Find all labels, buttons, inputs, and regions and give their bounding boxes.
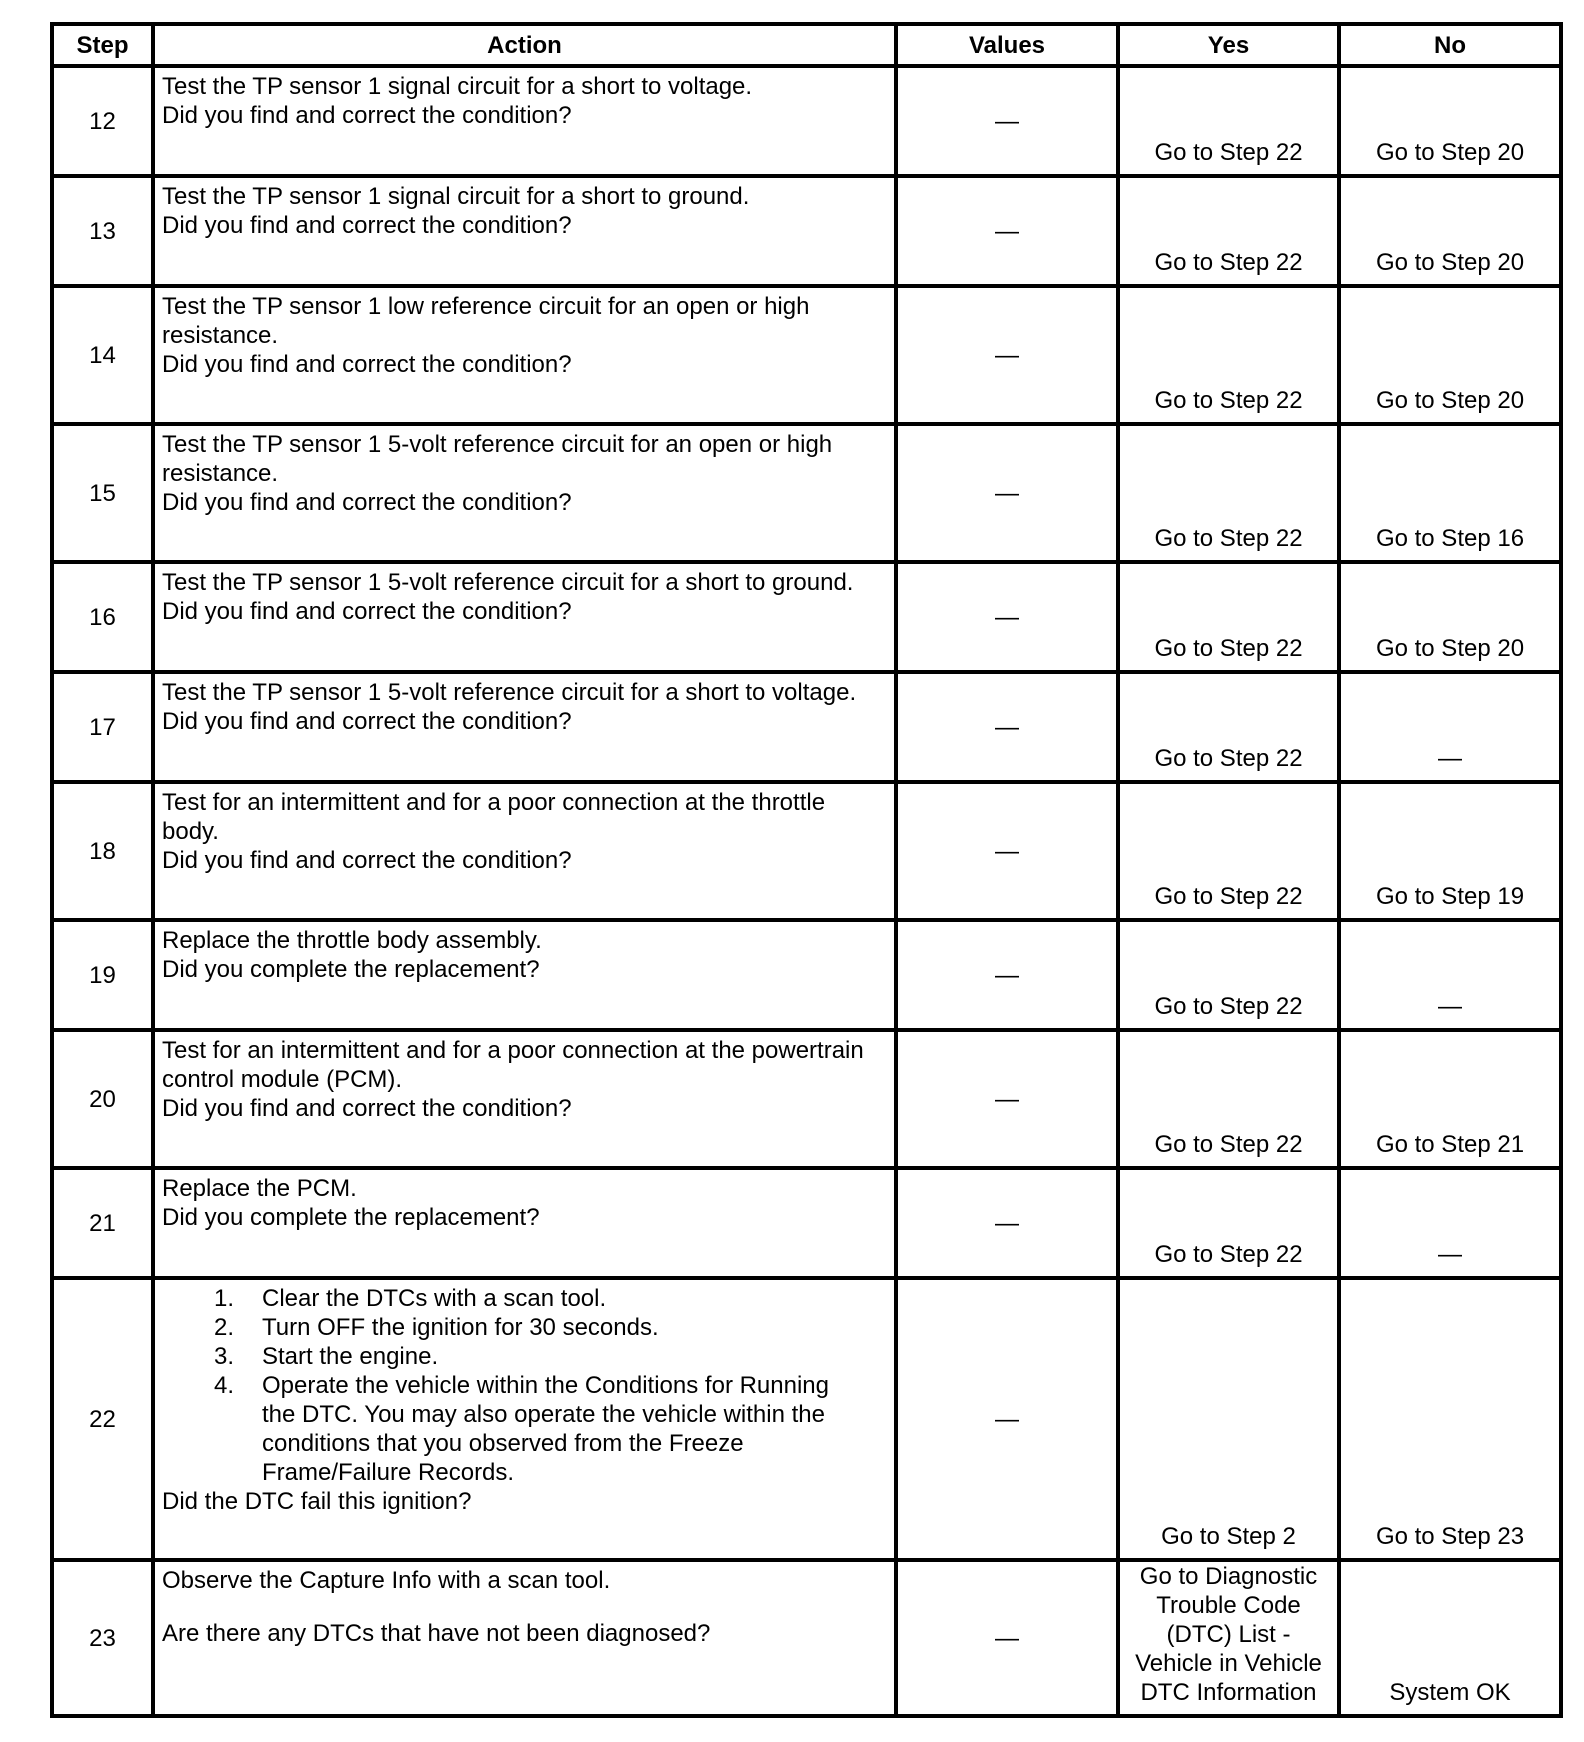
step-number: 14 — [52, 286, 153, 424]
diagnostic-table — [50, 22, 1563, 1718]
yes-cell: Go to Step 22 — [1118, 920, 1339, 1030]
yes-cell: Go to Step 22 — [1118, 672, 1339, 782]
no-cell: — — [1339, 920, 1561, 1030]
header-values: Values — [896, 24, 1118, 66]
table-row — [52, 1560, 1561, 1716]
no-cell: Go to Step 20 — [1339, 562, 1561, 672]
header-row — [52, 24, 1561, 66]
action-cell — [153, 1030, 896, 1168]
values-cell: — — [896, 920, 1118, 1030]
action-cell — [153, 562, 896, 672]
action-question: Did you find and correct the condition? — [162, 102, 572, 129]
substep-text: Turn OFF the ignition for 30 seconds. — [262, 1314, 659, 1341]
table-row — [52, 424, 1561, 562]
table-row — [52, 782, 1561, 920]
yes-cell: Go to Step 22 — [1118, 286, 1339, 424]
step-number: 22 — [52, 1278, 153, 1560]
action-question: Did you find and correct the condition? — [162, 847, 572, 874]
table-row — [52, 176, 1561, 286]
values-cell: — — [896, 672, 1118, 782]
list-item — [162, 1284, 888, 1313]
step-number: 13 — [52, 176, 153, 286]
yes-cell: Go to Step 22 — [1118, 782, 1339, 920]
list-item — [162, 1371, 888, 1487]
action-question: Did you find and correct the condition? — [162, 212, 572, 239]
table-row — [52, 1168, 1561, 1278]
values-cell: — — [896, 562, 1118, 672]
no-cell: Go to Step 20 — [1339, 66, 1561, 176]
action-text: Observe the Capture Info with a scan tool. — [162, 1567, 611, 1594]
no-cell: Go to Step 20 — [1339, 176, 1561, 286]
action-text: Replace the PCM. — [162, 1175, 357, 1202]
substep-text: Start the engine. — [262, 1343, 439, 1370]
action-text: Replace the throttle body assembly. — [162, 927, 542, 954]
action-cell — [153, 1278, 896, 1560]
header-action: Action — [153, 24, 896, 66]
action-question: Are there any DTCs that have not been diagnosed? — [162, 1620, 711, 1647]
yes-cell: Go to Step 2 — [1118, 1278, 1339, 1560]
no-cell: Go to Step 20 — [1339, 286, 1561, 424]
action-cell — [153, 920, 896, 1030]
header-step: Step — [52, 24, 153, 66]
values-cell: — — [896, 424, 1118, 562]
no-cell: Go to Step 16 — [1339, 424, 1561, 562]
action-cell — [153, 424, 896, 562]
no-cell: — — [1339, 1168, 1561, 1278]
values-cell: — — [896, 1560, 1118, 1716]
step-number: 16 — [52, 562, 153, 672]
substep-number: 3. — [213, 1343, 234, 1370]
action-text: Test for an intermittent and for a poor connection at the throttle body. — [162, 789, 826, 845]
action-text: Test the TP sensor 1 low reference circuit for an open or high resistance. — [162, 293, 810, 349]
action-cell — [153, 286, 896, 424]
table-row — [52, 286, 1561, 424]
list-item — [162, 1342, 888, 1371]
values-cell: — — [896, 176, 1118, 286]
action-question: Did the DTC fail this ignition? — [162, 1488, 472, 1515]
substep-text: Clear the DTCs with a scan tool. — [262, 1285, 607, 1312]
values-cell: — — [896, 782, 1118, 920]
table-row — [52, 1278, 1561, 1560]
action-cell — [153, 1560, 896, 1716]
step-number: 15 — [52, 424, 153, 562]
substep-number: 1. — [213, 1285, 234, 1312]
action-text: Test the TP sensor 1 5-volt reference circuit for a short to voltage. — [162, 679, 857, 706]
values-cell: — — [896, 1030, 1118, 1168]
substep-number: 4. — [213, 1372, 234, 1399]
step-number: 18 — [52, 782, 153, 920]
no-cell: Go to Step 19 — [1339, 782, 1561, 920]
step-number: 12 — [52, 66, 153, 176]
table-row — [52, 672, 1561, 782]
list-item — [162, 1313, 888, 1342]
action-question: Did you find and correct the condition? — [162, 351, 572, 378]
values-cell: — — [896, 1168, 1118, 1278]
action-cell — [153, 1168, 896, 1278]
table-row — [52, 66, 1561, 176]
no-cell: Go to Step 21 — [1339, 1030, 1561, 1168]
action-cell — [153, 176, 896, 286]
action-text: Test the TP sensor 1 signal circuit for a short to ground. — [162, 183, 750, 210]
values-cell: — — [896, 1278, 1118, 1560]
action-text: Test the TP sensor 1 signal circuit for a short to voltage. — [162, 73, 753, 100]
header-no: No — [1339, 24, 1561, 66]
substep-list — [162, 1284, 888, 1487]
action-question: Did you find and correct the condition? — [162, 1095, 572, 1122]
action-cell — [153, 782, 896, 920]
yes-cell: Go to Step 22 — [1118, 562, 1339, 672]
yes-cell: Go to Diagnostic Trouble Code (DTC) List - Vehicle in Vehicle DTC Information — [1118, 1560, 1339, 1716]
action-question: Did you find and correct the condition? — [162, 708, 572, 735]
yes-cell: Go to Step 22 — [1118, 424, 1339, 562]
action-text: Test the TP sensor 1 5-volt reference circuit for a short to ground. — [162, 569, 854, 596]
header-yes: Yes — [1118, 24, 1339, 66]
action-question: Did you complete the replacement? — [162, 956, 540, 983]
table-row — [52, 1030, 1561, 1168]
action-question: Did you complete the replacement? — [162, 1204, 540, 1231]
values-cell: — — [896, 286, 1118, 424]
no-cell: System OK — [1339, 1560, 1561, 1716]
yes-cell: Go to Step 22 — [1118, 66, 1339, 176]
values-cell: — — [896, 66, 1118, 176]
step-number: 19 — [52, 920, 153, 1030]
action-question: Did you find and correct the condition? — [162, 598, 572, 625]
substep-text: Operate the vehicle within the Conditions for Running the DTC. You may also operate the vehicle within the conditions that you observed from the Freeze Frame/Failure Records. — [262, 1372, 829, 1486]
action-text: Test for an intermittent and for a poor connection at the powertrain control module (PCM). — [162, 1037, 864, 1093]
substep-number: 2. — [213, 1314, 234, 1341]
yes-cell: Go to Step 22 — [1118, 176, 1339, 286]
step-number: 21 — [52, 1168, 153, 1278]
yes-cell: Go to Step 22 — [1118, 1168, 1339, 1278]
step-number: 17 — [52, 672, 153, 782]
action-question: Did you find and correct the condition? — [162, 489, 572, 516]
step-number: 23 — [52, 1560, 153, 1716]
action-cell — [153, 672, 896, 782]
step-number: 20 — [52, 1030, 153, 1168]
yes-cell: Go to Step 22 — [1118, 1030, 1339, 1168]
table-row — [52, 562, 1561, 672]
no-cell: Go to Step 23 — [1339, 1278, 1561, 1560]
table-row — [52, 920, 1561, 1030]
no-cell: — — [1339, 672, 1561, 782]
action-text: Test the TP sensor 1 5-volt reference circuit for an open or high resistance. — [162, 431, 833, 487]
action-cell — [153, 66, 896, 176]
